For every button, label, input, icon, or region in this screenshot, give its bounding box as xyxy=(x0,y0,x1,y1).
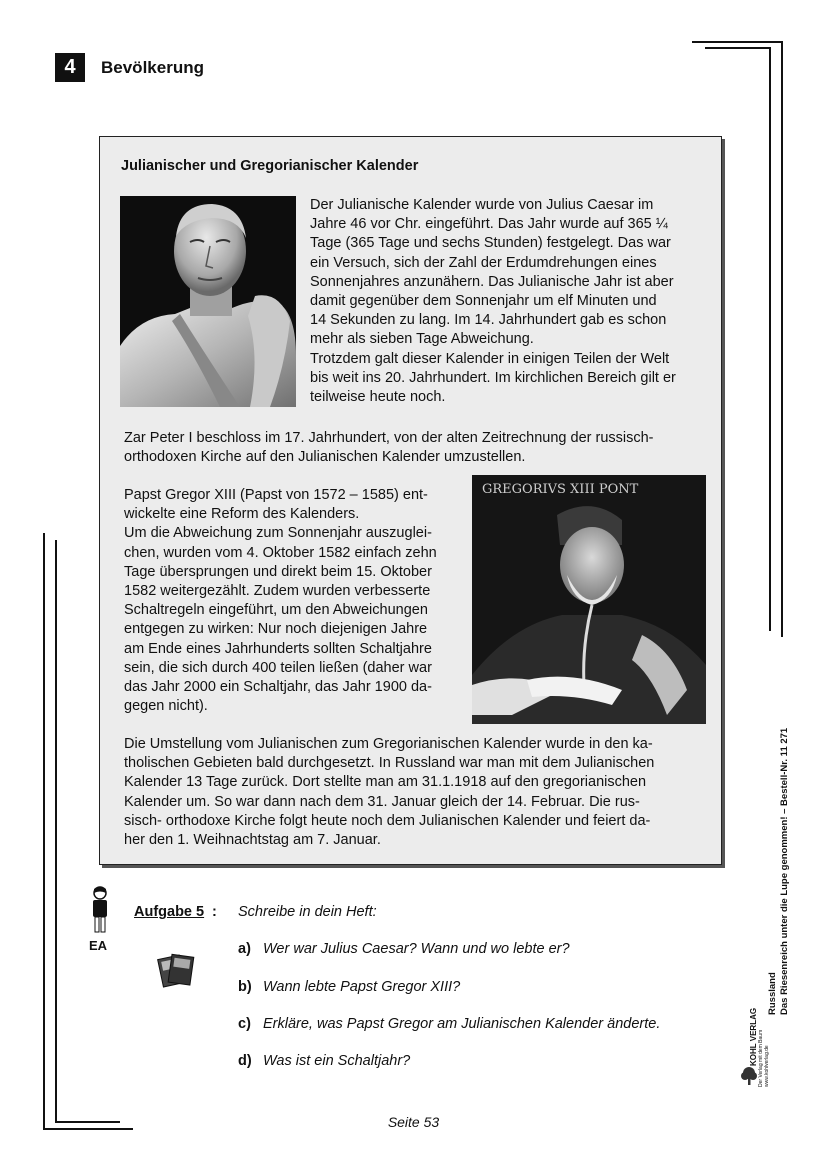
julius-caesar-bust-image xyxy=(120,196,296,407)
question-b-text: Wann lebte Papst Gregor XIII? xyxy=(263,979,461,995)
task-instruction: Schreibe in dein Heft: xyxy=(238,904,377,920)
notebook-icon xyxy=(154,950,198,988)
sidebar-book-subtitle: Das Riesenreich unter die Lupe genommen! – Bestell-Nr. 11 271 xyxy=(779,727,790,1015)
question-d-text: Was ist ein Schaltjahr? xyxy=(263,1053,411,1069)
bottom-left-rule-inner-v xyxy=(55,540,57,1123)
question-a-letter: a) xyxy=(238,941,251,957)
pope-gregor-portrait-image xyxy=(472,475,706,724)
paragraph-switch-over: Die Umstellung vom Julianischen zum Gregorianischen Kalender wurde in den ka- tholischen Gebieten bald durchgesetzt. In Russland war man mit dem Julianischen Kalender 13 Tage zurück. Dort stellte man am 31.1.1918 auf den gregorianischen Kalender um. So war dann nach dem 31. Januar gleich der 14. Februar. Die rus- sisch- orthodoxe Kirche folgt heute noch dem Julianischen Kalender und feiert da- her den 1. Weihnachtstag am 7. Januar. xyxy=(124,736,655,849)
top-right-rule-outer-v xyxy=(781,41,783,637)
top-right-rule-inner xyxy=(705,47,771,49)
question-a-text: Wer war Julius Caesar? Wann und wo lebte er? xyxy=(263,941,570,957)
sidebar-book-title: Russland xyxy=(767,972,778,1015)
question-c-text: Erkläre, was Papst Gregor am Julianischen Kalender änderte. xyxy=(263,1016,661,1032)
chapter-number: 4 xyxy=(55,53,85,82)
question-d-letter: d) xyxy=(238,1053,252,1069)
paragraph-peter-i: Zar Peter I beschloss im 17. Jahrhundert, von der alten Zeitrechnung der russisch- orthodoxen Kirche auf den Julianischen Kalender umzustellen. xyxy=(124,430,654,466)
top-right-rule-inner-v xyxy=(769,47,771,631)
top-right-rule-outer xyxy=(692,41,783,43)
publisher-url: www.kohlverlag.de xyxy=(764,1045,770,1087)
paragraph-julian-calendar: Der Julianische Kalender wurde von Julius Caesar im Jahre 46 vor Chr. eingeführt. Das Jahr wurde auf 365 ¼ Tage (365 Tage und sechs Stunden) festgelegt. Das war ein Versuch, sich der Zahl der Erdumdrehungen eines Sonnenjahres anzunähern. Das Julianische Jahr ist aber damit gegenüber dem Sonnenjahr um elf Minuten und 14 Sekunden zu lang. Im 14. Jahrhundert gab es schon mehr als sieben Tage Abweichung. Trotzdem galt dieser Kalender in einigen Teilen der Welt bis weit ins 20. Jahrhundert. Im kirchlichen Bereich gilt er teilweise heute noch. xyxy=(310,197,676,406)
bottom-left-rule-outer-v xyxy=(43,533,45,1130)
publisher-name: KOHL VERLAG xyxy=(749,1007,758,1066)
task-label-colon: : xyxy=(212,904,217,920)
work-form-label: EA xyxy=(89,938,108,953)
box-title: Julianischer und Gregorianischer Kalender xyxy=(121,158,419,174)
question-c-letter: c) xyxy=(238,1016,251,1032)
chapter-title: Bevölkerung xyxy=(101,58,204,77)
question-b-letter: b) xyxy=(238,979,252,995)
publisher-slogan: Der Verlag mit dem Baum xyxy=(758,1029,764,1087)
task-label: Aufgabe 5 xyxy=(134,904,205,920)
publisher-tree-logo-icon xyxy=(741,1066,757,1086)
portrait-inscription: GREGORIVS XIII PONT xyxy=(482,482,639,497)
single-work-person-icon xyxy=(88,885,112,935)
page-number: Seite 53 xyxy=(387,1114,440,1130)
paragraph-gregor-reform: Papst Gregor XIII (Papst von 1572 – 1585) ent- wickelte eine Reform des Kalenders. Um die Abweichung zum Sonnenjahr auszuglei- chen, wurden vom 4. Oktober 1582 einfach zehn Tage übersprungen und direkt beim 15. Oktober 1582 weitergezählt. Zudem wurden verbesserte Schaltregeln eingeführt, um den Abweichungen entgegen zu wirken: Nur noch diejenigen Jahre am Ende eines Jahrhunderts sollten Schaltjahre sein, die sich durch 400 teilen ließen (daher war das Jahr 2000 ein Schaltjahr, das Jahr 1900 da- gegen nicht). xyxy=(124,487,437,715)
